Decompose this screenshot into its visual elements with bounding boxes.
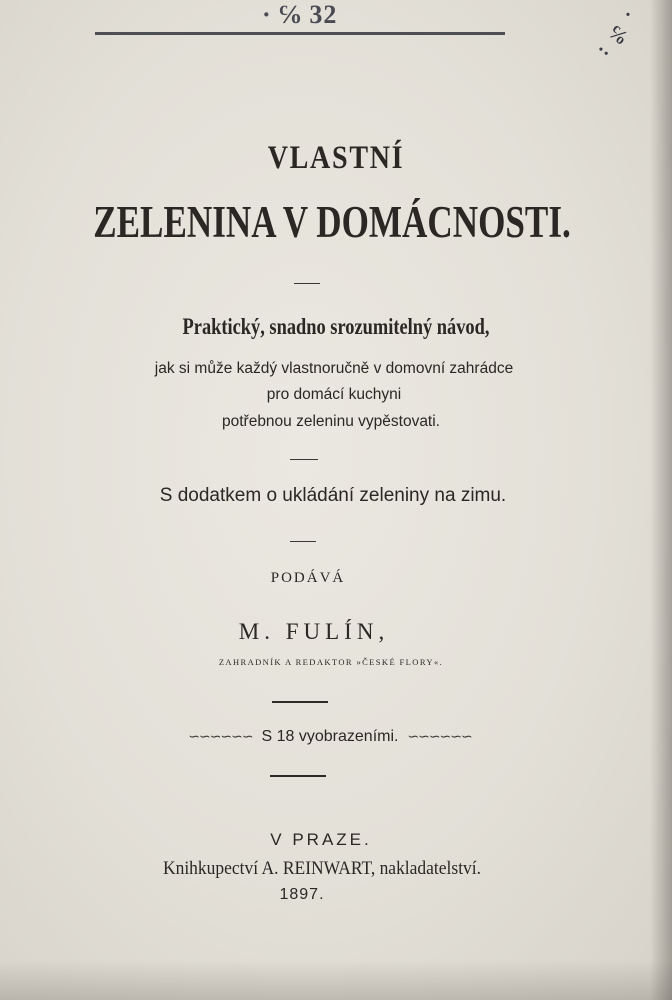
publication-year: 1897. <box>279 886 325 903</box>
title-line-1: VLASTNÍ <box>267 140 405 176</box>
illustrations-line <box>0 728 666 746</box>
description-line-3: potřebnou zeleninu vypěstovati. <box>221 413 440 430</box>
stamp-glyph-3: ·· <box>591 38 616 65</box>
wave-ornament-left: ∽∽∽∽∽∽ <box>188 728 253 744</box>
stamp-glyph-2: ℅ <box>604 21 632 50</box>
divider-5 <box>270 775 326 777</box>
shelfmark: · ℅ 32 <box>262 0 338 29</box>
author-name: M. FULÍN, <box>238 619 390 644</box>
divider-2 <box>290 459 318 460</box>
divider-3 <box>290 541 316 542</box>
supplement-line: S dodatkem o ukládání zeleniny na zimu. <box>159 485 507 506</box>
stamp-glyph-1: · <box>618 4 638 26</box>
presented-by-label: PODÁVÁ <box>270 570 346 586</box>
subtitle: Praktický, snadno srozumitelný návod, <box>182 314 490 339</box>
description-line-1: jak si může každý vlastnoručně v domovní zahrádce <box>154 360 514 377</box>
divider-1 <box>294 283 320 284</box>
title-line-2: ZELENINA V DOMÁCNOSTI. <box>93 197 571 247</box>
divider-4 <box>272 701 328 703</box>
description-line-2: pro domácí kuchyni <box>266 386 402 403</box>
place-of-publication: V PRAZE. <box>270 830 372 849</box>
wave-ornament-right: ∽∽∽∽∽∽ <box>407 728 472 744</box>
illustrations-text: S 18 vyobrazeními. <box>261 728 399 745</box>
shelfmark-underline <box>95 32 505 35</box>
publisher-line: Knihkupectví A. REINWART, nakladatelství. <box>162 858 482 879</box>
author-title: ZAHRADNÍK A REDAKTOR »ČESKÉ FLORY«. <box>218 657 444 667</box>
bottom-shadow <box>0 960 672 1000</box>
